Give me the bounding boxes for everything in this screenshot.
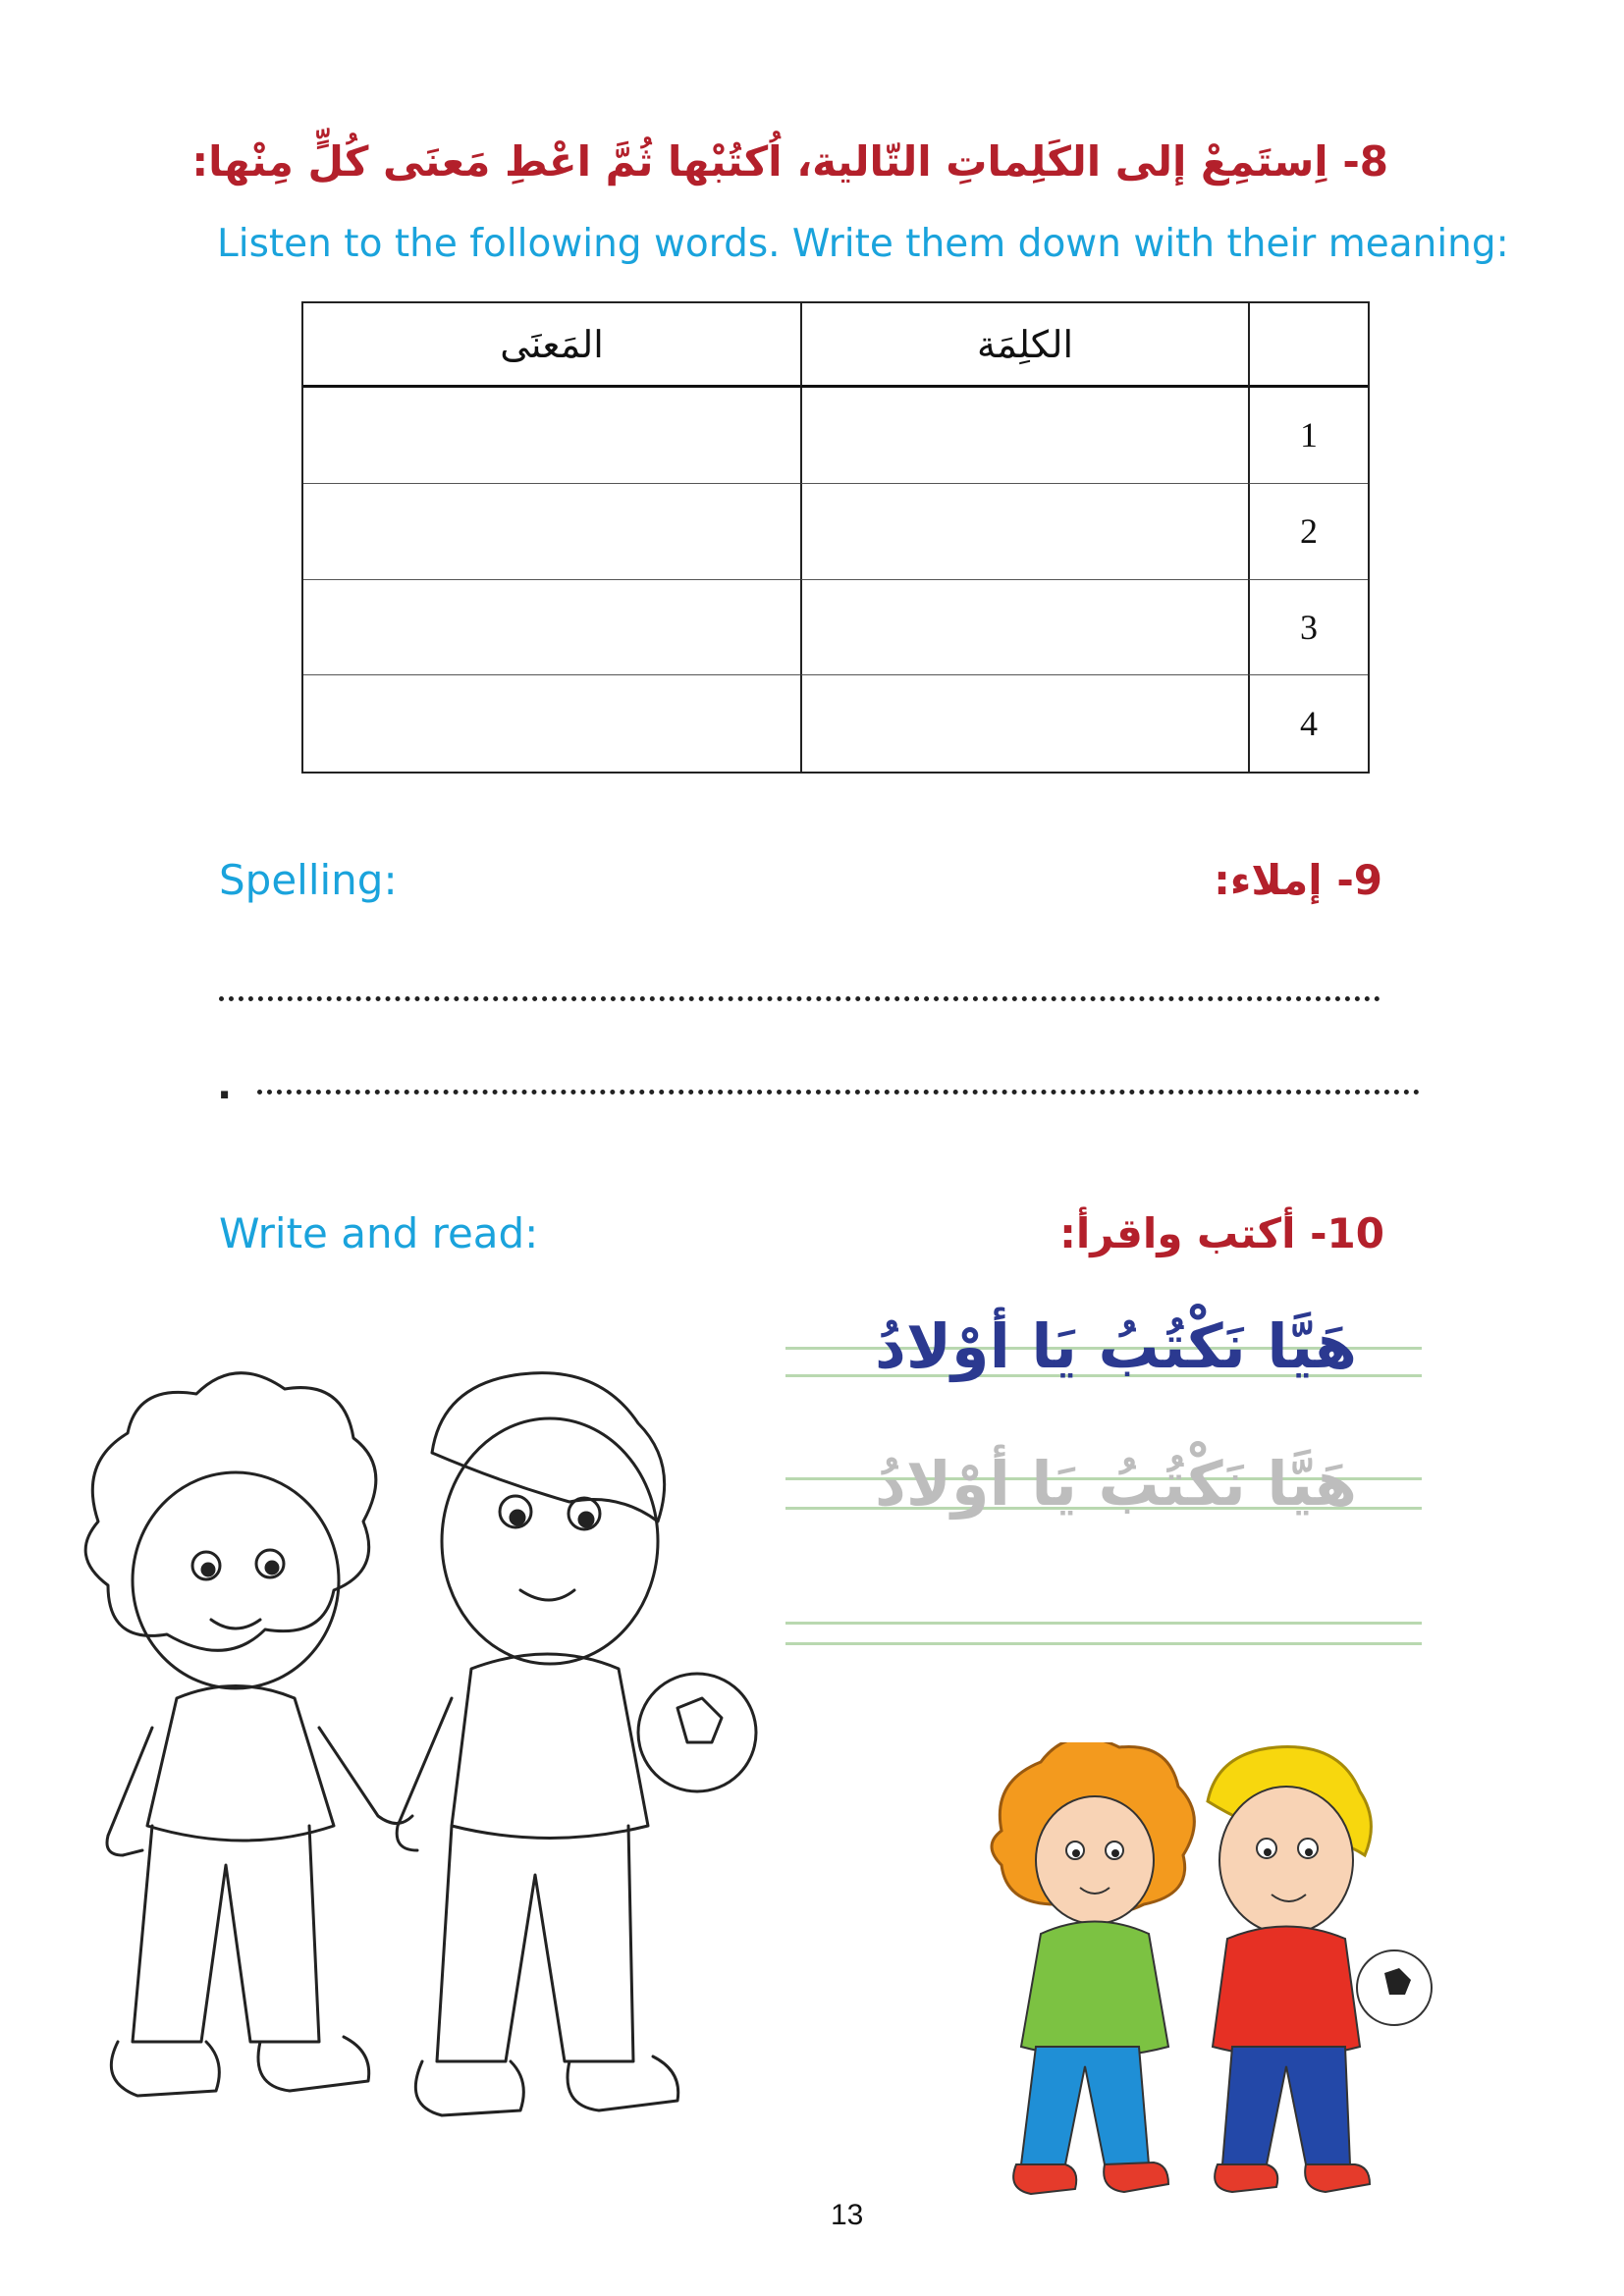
curly-boy-colored xyxy=(992,1742,1194,2194)
curly-boy-outline xyxy=(85,1373,412,2096)
meaning-cell-4[interactable] xyxy=(303,675,800,772)
guide-line-3a xyxy=(785,1622,1422,1625)
word-cell-3[interactable] xyxy=(800,580,1248,676)
word-cell-2[interactable] xyxy=(800,484,1248,580)
section-10-english-title: Write and read: xyxy=(219,1209,539,1257)
row-number-2: 2 xyxy=(1248,484,1368,580)
section-10-arabic-title: 10- أكتب واقرأ: xyxy=(1059,1209,1384,1257)
section-8-arabic-title: 8- اِستَمِعْ إلى الكَلِماتِ التّالية، اُكتُبْها ثُمَّ اعْطِ مَعنَى كُلٍّ مِنْها: xyxy=(191,137,1388,186)
spelling-line-1[interactable] xyxy=(219,996,1380,1001)
word-cell-4[interactable] xyxy=(800,675,1248,772)
ball-boy-outline xyxy=(397,1373,756,2115)
row-number-3: 3 xyxy=(1248,580,1368,676)
table-header-word: الكلِمَة xyxy=(800,303,1248,388)
trace-sentence[interactable]: هَيَّا نَكْتُبُ يَا أوْلادُ xyxy=(875,1448,1357,1520)
table-header-meaning: المَعنَى xyxy=(303,303,800,388)
words-meaning-table xyxy=(301,301,1370,774)
spelling-line-2-prefix: . xyxy=(217,1063,233,1108)
word-cell-1[interactable] xyxy=(800,388,1248,484)
meaning-cell-3[interactable] xyxy=(303,580,800,676)
ball-boy-colored xyxy=(1208,1747,1432,2192)
table-header-number xyxy=(1248,303,1368,388)
page-number: 13 xyxy=(831,2199,864,2231)
row-number-4: 4 xyxy=(1248,675,1368,772)
guide-line-3b xyxy=(785,1642,1422,1645)
colored-boys-illustration xyxy=(982,1742,1434,2199)
spelling-line-2[interactable] xyxy=(257,1090,1420,1095)
section-9-arabic-title: 9- إملاء: xyxy=(1214,856,1382,904)
model-sentence: هَيَّا نَكْتُبُ يَا أوْلادُ xyxy=(875,1310,1357,1382)
section-9-english-title: Spelling: xyxy=(219,856,398,904)
meaning-cell-1[interactable] xyxy=(303,388,800,484)
section-8-english-title: Listen to the following words. Write them down with their meaning: xyxy=(217,222,1509,266)
meaning-cell-2[interactable] xyxy=(303,484,800,580)
row-number-1: 1 xyxy=(1248,388,1368,484)
coloring-boys-illustration xyxy=(59,1355,805,2189)
